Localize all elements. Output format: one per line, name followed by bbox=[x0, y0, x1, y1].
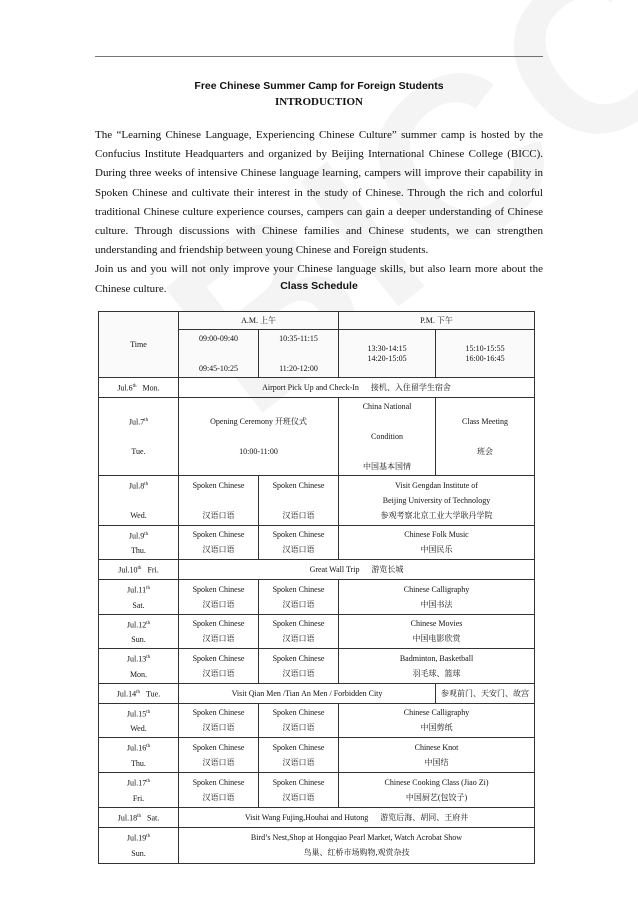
activity-cell: Chinese Calligraphy 中国书法 bbox=[339, 579, 535, 614]
activity-cell: Spoken Chinese 汉语口语 bbox=[259, 579, 339, 614]
table-row bbox=[99, 683, 535, 703]
date-cell: Jul.6th Mon. bbox=[99, 378, 179, 398]
activity-cell: Chinese Folk Music 中国民乐 bbox=[339, 525, 535, 560]
activity-cell: Spoken Chinese 汉语口语 bbox=[179, 649, 259, 684]
date-cell: Jul.7th Tue. bbox=[99, 397, 179, 475]
section-heading: INTRODUCTION bbox=[274, 96, 363, 108]
activity-cell: Spoken Chinese 汉语口语 bbox=[179, 579, 259, 614]
date-cell: Jul.11th Sat. bbox=[99, 579, 179, 614]
activity-cell: Visit Qian Men /Tian An Men / Forbidden City bbox=[179, 683, 436, 703]
activity-cell: Bird’s Nest,Shop at Hongqiao Pearl Market, Watch Acrobat Show 鸟巢、红桥市场购物,观赏杂技 bbox=[179, 827, 535, 863]
document-title: Free Chinese Summer Camp for Foreign Students bbox=[194, 80, 444, 92]
date-cell: Jul.9th Thu. bbox=[99, 525, 179, 560]
table-row bbox=[99, 614, 535, 649]
activity-cell: Visit Gengdan Institute of Beijing University of Technology 参观考察北京工业大学耿丹学院 bbox=[339, 475, 535, 525]
pm-slot-1: 13:30-14:15 14:20-15:05 bbox=[339, 330, 436, 378]
am-header: A.M. 上午 bbox=[179, 312, 339, 330]
activity-cell: 参观前门、天安门、故宫 bbox=[436, 683, 535, 703]
table-row bbox=[99, 807, 535, 827]
activity-cell: Spoken Chinese 汉语口语 bbox=[259, 738, 339, 773]
table-row bbox=[99, 397, 535, 475]
am-slot-2: 10:35-11:15 11:20-12:00 bbox=[259, 330, 339, 378]
activity-cell: Badminton, Basketball 羽毛球、篮球 bbox=[339, 649, 535, 684]
activity-cell: China National Condition 中国基本国情 bbox=[339, 397, 436, 475]
intro-paragraph-2: Join us and you will not only improve your Chinese language skills, but also learn more about the Chinese culture. bbox=[95, 263, 543, 295]
activity-cell: Great Wall Trip 游览长城 bbox=[179, 560, 535, 580]
activity-cell: Chinese Calligraphy 中国剪纸 bbox=[339, 703, 535, 738]
table-row bbox=[99, 649, 535, 684]
activity-cell: Opening Ceremony 开班仪式 10:00-11:00 bbox=[179, 397, 339, 475]
table-row bbox=[99, 827, 535, 863]
date-cell: Jul.17th Fri. bbox=[99, 772, 179, 807]
activity-cell: Class Meeting 班会 bbox=[436, 397, 535, 475]
activity-cell: Spoken Chinese 汉语口语 bbox=[179, 738, 259, 773]
activity-cell: Visit Wang Fujing,Houhai and Hutong 游览后海、胡同、王府井 bbox=[179, 807, 535, 827]
table-row bbox=[99, 703, 535, 738]
date-cell: Jul.10th Fri. bbox=[99, 560, 179, 580]
date-cell: Jul.15th Wed. bbox=[99, 703, 179, 738]
intro-paragraph-1: The “Learning Chinese Language, Experiencing Chinese Culture” summer camp is hosted by the Confucius Institute Headquarters and organized by Beijing International Chinese College (BICC). During three weeks of intensive Chinese language learning, campers will improve their capability in Spoken Chinese and cultivate their interest in the study of Chinese. Through the rich and colorful traditional Chinese culture experience courses, campers can gain a deeper understanding of Chinese culture. Through discussions with Chinese families and Chinese students, we can strengthen understanding and friendship between young Chinese and Foreign students. bbox=[95, 129, 543, 257]
activity-cell: Spoken Chinese 汉语口语 bbox=[179, 614, 259, 649]
date-cell: Jul.13th Mon. bbox=[99, 649, 179, 684]
time-header: Time bbox=[99, 312, 179, 378]
date-cell: Jul.12th Sun. bbox=[99, 614, 179, 649]
date-cell: Jul.18th Sat. bbox=[99, 807, 179, 827]
activity-cell: Spoken Chinese 汉语口语 bbox=[179, 703, 259, 738]
activity-cell: Spoken Chinese 汉语口语 bbox=[179, 525, 259, 560]
table-row bbox=[99, 738, 535, 773]
pm-slot-2: 15:10-15:55 16:00-16:45 bbox=[436, 330, 535, 378]
date-cell: Jul.19th Sun. bbox=[99, 827, 179, 863]
pm-header: P.M. 下午 bbox=[339, 312, 535, 330]
table-header-row bbox=[99, 312, 535, 330]
activity-cell: Spoken Chinese 汉语口语 bbox=[259, 703, 339, 738]
date-cell: Jul.14th Tue. bbox=[99, 683, 179, 703]
activity-cell: Chinese Cooking Class (Jiao Zi) 中国厨艺(包饺子) bbox=[339, 772, 535, 807]
activity-cell: Spoken Chinese 汉语口语 bbox=[179, 772, 259, 807]
table-row bbox=[99, 772, 535, 807]
table-row bbox=[99, 525, 535, 560]
date-cell: Jul.8th Wed. bbox=[99, 475, 179, 525]
table-row bbox=[99, 579, 535, 614]
table-row bbox=[99, 560, 535, 580]
activity-cell: Chinese Knot 中国结 bbox=[339, 738, 535, 773]
schedule-title: Class Schedule bbox=[280, 280, 358, 292]
intro-text bbox=[95, 126, 543, 299]
activity-cell: Spoken Chinese 汉语口语 bbox=[179, 475, 259, 525]
activity-cell: Chinese Movies 中国电影欣赏 bbox=[339, 614, 535, 649]
table-row bbox=[99, 378, 535, 398]
table-row bbox=[99, 475, 535, 525]
activity-cell: Spoken Chinese 汉语口语 bbox=[259, 772, 339, 807]
schedule-table bbox=[98, 311, 535, 864]
am-slot-1: 09:00-09:40 09:45-10:25 bbox=[179, 330, 259, 378]
date-cell: Jul.16th Thu. bbox=[99, 738, 179, 773]
activity-cell: Spoken Chinese 汉语口语 bbox=[259, 614, 339, 649]
activity-cell: Airport Pick Up and Check-In 接机、入住留学生宿舍 bbox=[179, 378, 535, 398]
activity-cell: Spoken Chinese 汉语口语 bbox=[259, 525, 339, 560]
activity-cell: Spoken Chinese 汉语口语 bbox=[259, 475, 339, 525]
activity-cell: Spoken Chinese 汉语口语 bbox=[259, 649, 339, 684]
